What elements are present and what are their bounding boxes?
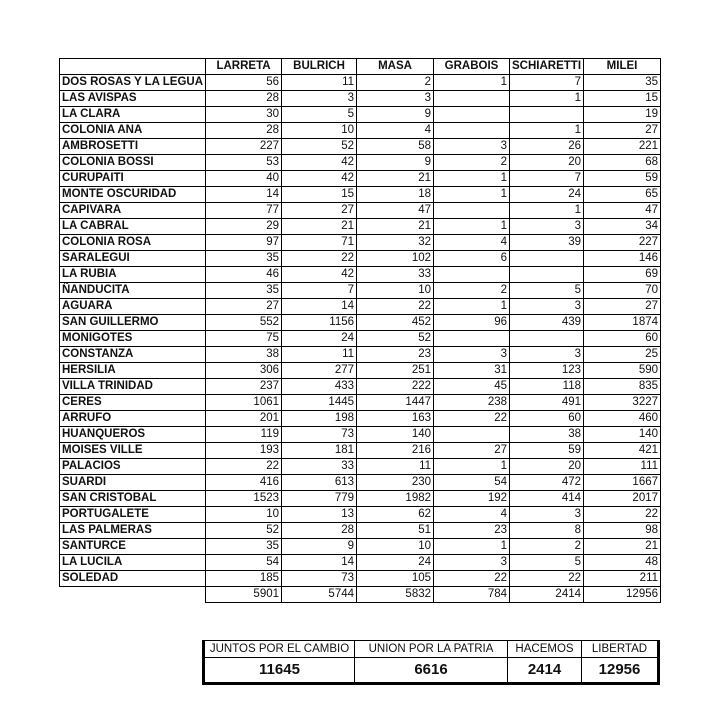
vote-cell-grabois: 22	[434, 571, 510, 587]
vote-cell-grabois	[434, 267, 510, 283]
vote-cell-bulrich: 11	[282, 347, 357, 363]
vote-cell-milei: 47	[584, 203, 661, 219]
vote-cell-bulrich: 11	[282, 75, 357, 91]
vote-cell-masa: 9	[357, 155, 434, 171]
table-row	[60, 251, 661, 267]
vote-cell-milei: 60	[584, 331, 661, 347]
vote-cell-larreta: 552	[206, 315, 282, 331]
vote-cell-bulrich: 181	[282, 443, 357, 459]
vote-cell-schiaretti: 20	[510, 155, 584, 171]
vote-cell-schiaretti: 24	[510, 187, 584, 203]
vote-cell-bulrich: 1445	[282, 395, 357, 411]
vote-cell-grabois	[434, 331, 510, 347]
vote-cell-larreta: 30	[206, 107, 282, 123]
vote-cell-bulrich: 15	[282, 187, 357, 203]
vote-cell-larreta: 46	[206, 267, 282, 283]
total-schiaretti: 2414	[510, 587, 584, 603]
vote-cell-masa: 33	[357, 267, 434, 283]
vote-cell-milei: 421	[584, 443, 661, 459]
vote-cell-grabois: 1	[434, 459, 510, 475]
table-row	[60, 139, 661, 155]
vote-cell-schiaretti: 5	[510, 555, 584, 571]
total-bulrich: 5744	[282, 587, 357, 603]
locality-name: HERSILIA	[60, 363, 206, 379]
results-table	[59, 58, 661, 603]
vote-cell-schiaretti: 3	[510, 507, 584, 523]
table-row	[60, 123, 661, 139]
table-row	[60, 203, 661, 219]
totals-blank	[60, 587, 206, 603]
total-masa: 5832	[357, 587, 434, 603]
vote-cell-grabois: 238	[434, 395, 510, 411]
table-row	[60, 507, 661, 523]
header-milei: MILEI	[584, 59, 661, 75]
vote-cell-grabois: 22	[434, 411, 510, 427]
vote-cell-larreta: 1061	[206, 395, 282, 411]
vote-cell-milei: 211	[584, 571, 661, 587]
vote-cell-grabois: 6	[434, 251, 510, 267]
locality-name: AGUARA	[60, 299, 206, 315]
locality-name: PORTUGALETE	[60, 507, 206, 523]
table-row	[60, 395, 661, 411]
vote-cell-grabois	[434, 123, 510, 139]
vote-cell-schiaretti	[510, 107, 584, 123]
locality-name: LAS AVISPAS	[60, 91, 206, 107]
vote-cell-masa: 32	[357, 235, 434, 251]
vote-cell-grabois: 2	[434, 155, 510, 171]
vote-cell-larreta: 35	[206, 251, 282, 267]
vote-cell-schiaretti: 3	[510, 219, 584, 235]
locality-name: CURUPAITI	[60, 171, 206, 187]
vote-cell-grabois: 3	[434, 555, 510, 571]
table-row	[60, 379, 661, 395]
vote-cell-milei: 835	[584, 379, 661, 395]
table-row	[60, 555, 661, 571]
locality-name: COLONIA ANA	[60, 123, 206, 139]
total-grabois: 784	[434, 587, 510, 603]
coalition-label-union: UNION POR LA PATRIA	[355, 641, 508, 658]
header-masa: MASA	[357, 59, 434, 75]
locality-name: COLONIA BOSSI	[60, 155, 206, 171]
vote-cell-schiaretti: 20	[510, 459, 584, 475]
vote-cell-masa: 140	[357, 427, 434, 443]
vote-cell-milei: 48	[584, 555, 661, 571]
table-row	[60, 315, 661, 331]
vote-cell-schiaretti	[510, 331, 584, 347]
vote-cell-larreta: 27	[206, 299, 282, 315]
table-row	[60, 299, 661, 315]
vote-cell-schiaretti: 491	[510, 395, 584, 411]
vote-cell-bulrich: 10	[282, 123, 357, 139]
vote-cell-bulrich: 71	[282, 235, 357, 251]
vote-cell-schiaretti: 26	[510, 139, 584, 155]
table-row	[60, 107, 661, 123]
totals-row	[60, 587, 661, 603]
table-row	[60, 523, 661, 539]
vote-cell-milei: 146	[584, 251, 661, 267]
locality-name: SAN CRISTOBAL	[60, 491, 206, 507]
vote-cell-larreta: 201	[206, 411, 282, 427]
vote-cell-grabois: 192	[434, 491, 510, 507]
vote-cell-larreta: 52	[206, 523, 282, 539]
vote-cell-bulrich: 73	[282, 427, 357, 443]
vote-cell-masa: 24	[357, 555, 434, 571]
vote-cell-larreta: 227	[206, 139, 282, 155]
vote-cell-masa: 216	[357, 443, 434, 459]
vote-cell-larreta: 10	[206, 507, 282, 523]
table-row	[60, 363, 661, 379]
vote-cell-masa: 23	[357, 347, 434, 363]
locality-name: LA CABRAL	[60, 219, 206, 235]
coalition-label-juntos: JUNTOS POR EL CAMBIO	[204, 641, 355, 658]
vote-cell-masa: 1447	[357, 395, 434, 411]
table-row	[60, 171, 661, 187]
vote-cell-larreta: 1523	[206, 491, 282, 507]
vote-cell-masa: 163	[357, 411, 434, 427]
table-row	[60, 459, 661, 475]
table-row	[60, 267, 661, 283]
vote-cell-schiaretti: 439	[510, 315, 584, 331]
vote-cell-milei: 15	[584, 91, 661, 107]
vote-cell-milei: 68	[584, 155, 661, 171]
vote-cell-milei: 70	[584, 283, 661, 299]
vote-cell-larreta: 22	[206, 459, 282, 475]
vote-cell-larreta: 416	[206, 475, 282, 491]
locality-name: LA RUBIA	[60, 267, 206, 283]
vote-cell-larreta: 53	[206, 155, 282, 171]
coalition-label-libertad: LIBERTAD	[582, 641, 659, 658]
vote-cell-masa: 21	[357, 219, 434, 235]
vote-cell-grabois: 31	[434, 363, 510, 379]
vote-cell-bulrich: 5	[282, 107, 357, 123]
table-row	[60, 187, 661, 203]
vote-cell-schiaretti: 7	[510, 171, 584, 187]
vote-cell-grabois: 23	[434, 523, 510, 539]
vote-cell-schiaretti: 118	[510, 379, 584, 395]
vote-cell-masa: 51	[357, 523, 434, 539]
locality-name: SANTURCE	[60, 539, 206, 555]
header-row	[60, 59, 661, 75]
vote-cell-grabois: 2	[434, 283, 510, 299]
vote-cell-grabois: 54	[434, 475, 510, 491]
vote-cell-bulrich: 9	[282, 539, 357, 555]
vote-cell-schiaretti: 1	[510, 123, 584, 139]
vote-cell-bulrich: 14	[282, 299, 357, 315]
table-row	[60, 219, 661, 235]
locality-name: HUANQUEROS	[60, 427, 206, 443]
vote-cell-schiaretti: 123	[510, 363, 584, 379]
table-row	[60, 411, 661, 427]
total-larreta: 5901	[206, 587, 282, 603]
locality-name: SUARDI	[60, 475, 206, 491]
vote-cell-masa: 105	[357, 571, 434, 587]
vote-cell-bulrich: 28	[282, 523, 357, 539]
coalition-total-libertad: 12956	[582, 658, 659, 684]
vote-cell-milei: 21	[584, 539, 661, 555]
vote-cell-larreta: 119	[206, 427, 282, 443]
locality-name: PALACIOS	[60, 459, 206, 475]
table-row	[60, 235, 661, 251]
vote-cell-bulrich: 42	[282, 155, 357, 171]
coalition-total-union: 6616	[355, 658, 508, 684]
vote-cell-grabois: 1	[434, 219, 510, 235]
locality-name: MONTE OSCURIDAD	[60, 187, 206, 203]
vote-cell-larreta: 14	[206, 187, 282, 203]
table-row	[60, 475, 661, 491]
vote-cell-masa: 58	[357, 139, 434, 155]
vote-cell-schiaretti: 414	[510, 491, 584, 507]
vote-cell-masa: 102	[357, 251, 434, 267]
table-row	[60, 155, 661, 171]
table-row	[60, 331, 661, 347]
header-schiaretti: SCHIARETTI	[510, 59, 584, 75]
locality-name: DOS ROSAS Y LA LEGUA	[60, 75, 206, 91]
vote-cell-masa: 4	[357, 123, 434, 139]
vote-cell-bulrich: 33	[282, 459, 357, 475]
vote-cell-larreta: 28	[206, 123, 282, 139]
vote-cell-bulrich: 24	[282, 331, 357, 347]
vote-cell-milei: 25	[584, 347, 661, 363]
vote-cell-milei: 2017	[584, 491, 661, 507]
vote-cell-grabois	[434, 427, 510, 443]
vote-cell-masa: 452	[357, 315, 434, 331]
vote-cell-grabois: 1	[434, 187, 510, 203]
vote-cell-grabois: 3	[434, 347, 510, 363]
vote-cell-grabois: 45	[434, 379, 510, 395]
vote-cell-grabois	[434, 91, 510, 107]
table-row	[60, 347, 661, 363]
coalition-label-hacemos: HACEMOS	[508, 641, 582, 658]
header-larreta: LARRETA	[206, 59, 282, 75]
vote-cell-larreta: 56	[206, 75, 282, 91]
locality-name: SARALEGUI	[60, 251, 206, 267]
vote-cell-grabois: 27	[434, 443, 510, 459]
coalition-total-juntos: 11645	[204, 658, 355, 684]
vote-cell-masa: 10	[357, 283, 434, 299]
locality-name: COLONIA ROSA	[60, 235, 206, 251]
header-blank	[60, 59, 206, 75]
locality-name: LAS PALMERAS	[60, 523, 206, 539]
vote-cell-milei: 59	[584, 171, 661, 187]
locality-name: ARRUFO	[60, 411, 206, 427]
vote-cell-bulrich: 7	[282, 283, 357, 299]
vote-cell-masa: 18	[357, 187, 434, 203]
table-row	[60, 75, 661, 91]
vote-cell-bulrich: 613	[282, 475, 357, 491]
vote-cell-bulrich: 13	[282, 507, 357, 523]
vote-cell-bulrich: 14	[282, 555, 357, 571]
locality-name: LA CLARA	[60, 107, 206, 123]
vote-cell-grabois: 96	[434, 315, 510, 331]
vote-cell-larreta: 75	[206, 331, 282, 347]
vote-cell-schiaretti	[510, 251, 584, 267]
vote-cell-masa: 1982	[357, 491, 434, 507]
vote-cell-schiaretti: 5	[510, 283, 584, 299]
vote-cell-masa: 3	[357, 91, 434, 107]
vote-cell-schiaretti: 38	[510, 427, 584, 443]
vote-cell-milei: 1874	[584, 315, 661, 331]
locality-name: MOISES VILLE	[60, 443, 206, 459]
locality-name: ÑANDUCITA	[60, 283, 206, 299]
vote-cell-bulrich: 52	[282, 139, 357, 155]
vote-cell-grabois: 1	[434, 171, 510, 187]
coalition-total-hacemos: 2414	[508, 658, 582, 684]
vote-cell-schiaretti: 59	[510, 443, 584, 459]
vote-cell-milei: 98	[584, 523, 661, 539]
vote-cell-grabois: 1	[434, 539, 510, 555]
locality-name: SAN GUILLERMO	[60, 315, 206, 331]
vote-cell-milei: 140	[584, 427, 661, 443]
vote-cell-schiaretti: 1	[510, 203, 584, 219]
coalition-total-row	[204, 658, 659, 684]
locality-name: CERES	[60, 395, 206, 411]
vote-cell-milei: 69	[584, 267, 661, 283]
vote-cell-schiaretti: 1	[510, 91, 584, 107]
vote-cell-larreta: 306	[206, 363, 282, 379]
vote-cell-milei: 35	[584, 75, 661, 91]
vote-cell-bulrich: 42	[282, 171, 357, 187]
table-row	[60, 91, 661, 107]
vote-cell-bulrich: 1156	[282, 315, 357, 331]
vote-cell-masa: 11	[357, 459, 434, 475]
vote-cell-bulrich: 779	[282, 491, 357, 507]
vote-cell-grabois	[434, 203, 510, 219]
vote-cell-milei: 27	[584, 299, 661, 315]
vote-cell-schiaretti: 472	[510, 475, 584, 491]
vote-cell-bulrich: 22	[282, 251, 357, 267]
vote-cell-grabois: 4	[434, 235, 510, 251]
header-grabois: GRABOIS	[434, 59, 510, 75]
vote-cell-milei: 27	[584, 123, 661, 139]
table-row	[60, 539, 661, 555]
vote-cell-schiaretti	[510, 267, 584, 283]
table-row	[60, 427, 661, 443]
vote-cell-milei: 221	[584, 139, 661, 155]
table-row	[60, 571, 661, 587]
vote-cell-schiaretti: 22	[510, 571, 584, 587]
vote-cell-bulrich: 42	[282, 267, 357, 283]
vote-cell-masa: 47	[357, 203, 434, 219]
vote-cell-milei: 227	[584, 235, 661, 251]
vote-cell-milei: 65	[584, 187, 661, 203]
vote-cell-larreta: 97	[206, 235, 282, 251]
vote-cell-grabois: 1	[434, 75, 510, 91]
coalition-summary	[202, 640, 660, 685]
vote-cell-larreta: 54	[206, 555, 282, 571]
vote-cell-milei: 1667	[584, 475, 661, 491]
table-row	[60, 283, 661, 299]
vote-cell-schiaretti: 7	[510, 75, 584, 91]
vote-cell-larreta: 29	[206, 219, 282, 235]
vote-cell-larreta: 193	[206, 443, 282, 459]
vote-cell-larreta: 40	[206, 171, 282, 187]
header-bulrich: BULRICH	[282, 59, 357, 75]
locality-name: CAPIVARA	[60, 203, 206, 219]
vote-cell-masa: 62	[357, 507, 434, 523]
locality-name: LA LUCILA	[60, 555, 206, 571]
table-body	[60, 75, 661, 587]
vote-cell-grabois: 4	[434, 507, 510, 523]
coalition-label-row	[204, 641, 659, 658]
vote-cell-milei: 111	[584, 459, 661, 475]
vote-cell-masa: 251	[357, 363, 434, 379]
vote-cell-masa: 52	[357, 331, 434, 347]
vote-cell-larreta: 185	[206, 571, 282, 587]
vote-cell-masa: 222	[357, 379, 434, 395]
vote-cell-grabois: 3	[434, 139, 510, 155]
vote-cell-schiaretti: 3	[510, 299, 584, 315]
vote-cell-milei: 34	[584, 219, 661, 235]
vote-cell-larreta: 28	[206, 91, 282, 107]
vote-cell-bulrich: 21	[282, 219, 357, 235]
vote-cell-bulrich: 198	[282, 411, 357, 427]
locality-name: MONIGOTES	[60, 331, 206, 347]
vote-cell-larreta: 77	[206, 203, 282, 219]
vote-cell-milei: 3227	[584, 395, 661, 411]
total-milei: 12956	[584, 587, 661, 603]
vote-cell-larreta: 237	[206, 379, 282, 395]
locality-name: CONSTANZA	[60, 347, 206, 363]
vote-cell-schiaretti: 2	[510, 539, 584, 555]
vote-cell-milei: 19	[584, 107, 661, 123]
vote-cell-masa: 230	[357, 475, 434, 491]
vote-cell-schiaretti: 39	[510, 235, 584, 251]
vote-cell-bulrich: 27	[282, 203, 357, 219]
vote-cell-larreta: 38	[206, 347, 282, 363]
vote-cell-masa: 10	[357, 539, 434, 555]
vote-cell-schiaretti: 3	[510, 347, 584, 363]
locality-name: SOLEDAD	[60, 571, 206, 587]
vote-cell-masa: 2	[357, 75, 434, 91]
vote-cell-masa: 9	[357, 107, 434, 123]
vote-cell-milei: 22	[584, 507, 661, 523]
vote-cell-bulrich: 3	[282, 91, 357, 107]
vote-cell-schiaretti: 8	[510, 523, 584, 539]
vote-cell-grabois	[434, 107, 510, 123]
vote-cell-masa: 22	[357, 299, 434, 315]
vote-cell-bulrich: 277	[282, 363, 357, 379]
vote-cell-bulrich: 73	[282, 571, 357, 587]
vote-cell-milei: 460	[584, 411, 661, 427]
vote-cell-masa: 21	[357, 171, 434, 187]
table-row	[60, 443, 661, 459]
vote-cell-bulrich: 433	[282, 379, 357, 395]
locality-name: VILLA TRINIDAD	[60, 379, 206, 395]
table-row	[60, 491, 661, 507]
vote-cell-schiaretti: 60	[510, 411, 584, 427]
vote-cell-milei: 590	[584, 363, 661, 379]
vote-cell-grabois: 1	[434, 299, 510, 315]
locality-name: AMBROSETTI	[60, 139, 206, 155]
vote-cell-larreta: 35	[206, 539, 282, 555]
vote-cell-larreta: 35	[206, 283, 282, 299]
